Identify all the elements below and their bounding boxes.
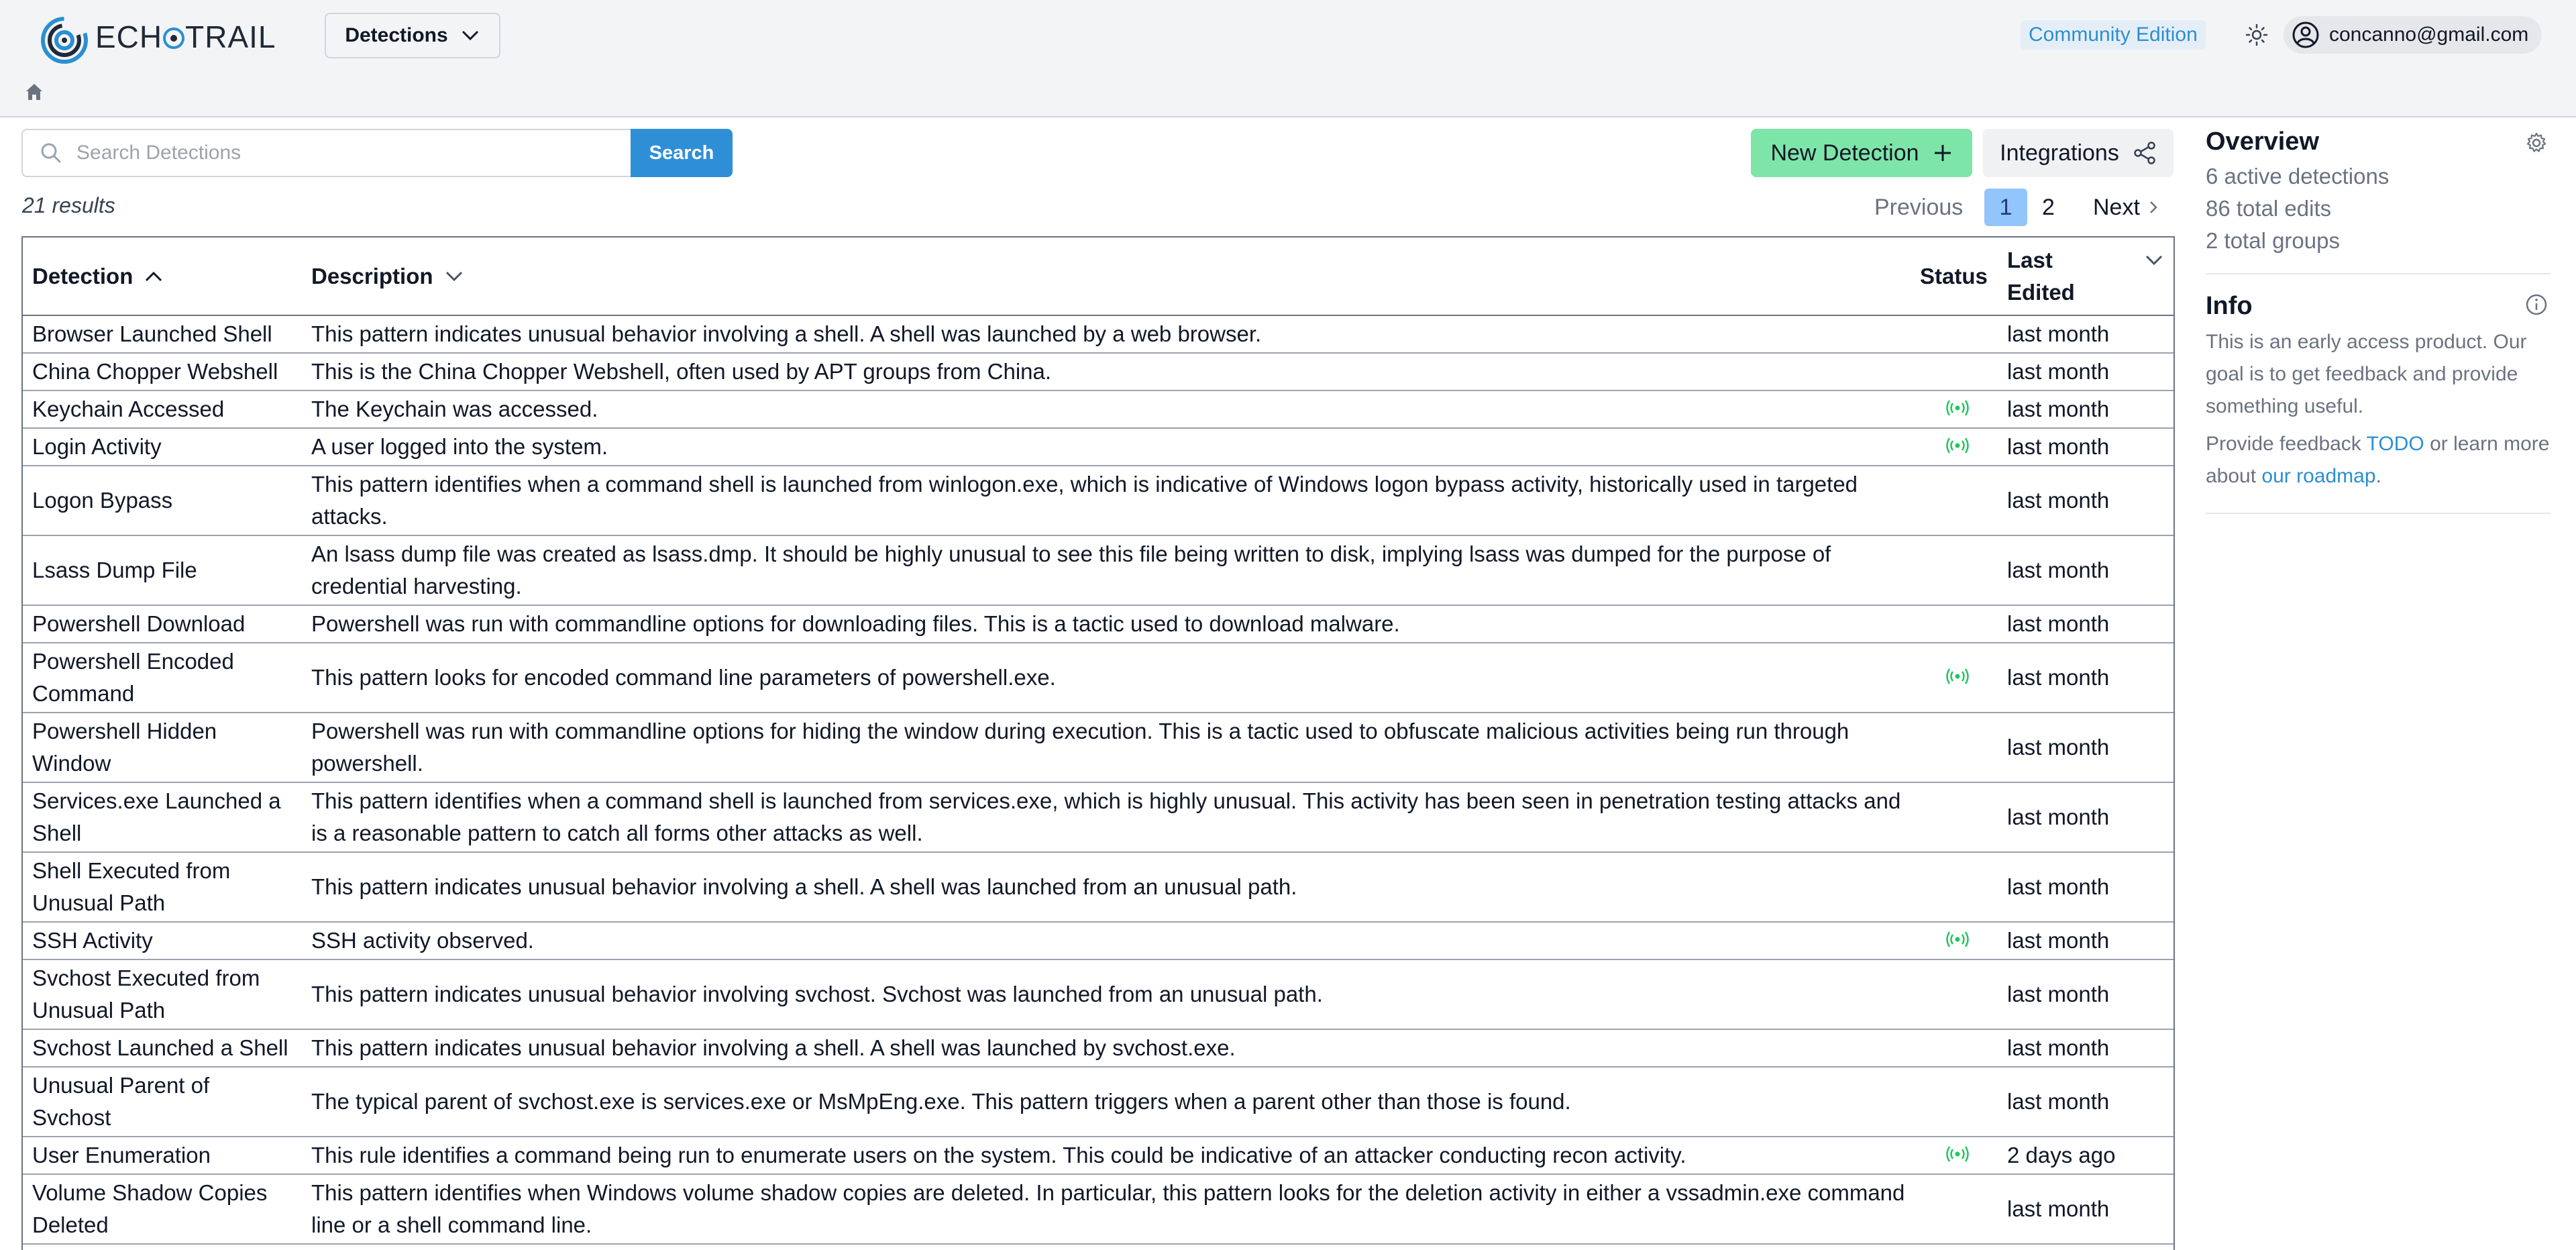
chevron-down-icon	[2144, 254, 2164, 267]
detection-name-cell[interactable]: Lsass Dump File	[23, 535, 302, 605]
table-row[interactable]	[23, 1137, 2174, 1174]
table-row[interactable]	[23, 605, 2174, 643]
last-edited-cell: last month	[1998, 922, 2174, 959]
detection-name-cell[interactable]: SSH Activity	[23, 922, 302, 959]
broadcast-icon	[1944, 668, 1971, 685]
last-edited-cell: last month	[1998, 1067, 2174, 1137]
detection-name-cell[interactable]: China Chopper Webshell	[23, 353, 302, 390]
table-row[interactable]	[23, 782, 2174, 852]
description-cell: This is the China Chopper Webshell, often used by APT groups from China.	[302, 353, 1917, 390]
status-cell	[1917, 922, 1998, 959]
integrations-button[interactable]	[1983, 129, 2174, 177]
description-cell: Powershell was run with commandline options for hiding the window during execution. This is a tactic used to obfuscate malicious activities being run through powershell.	[302, 713, 1917, 782]
feedback-suffix: .	[2375, 465, 2381, 487]
table-row[interactable]	[23, 466, 2174, 535]
column-header-label: Description	[311, 263, 433, 289]
column-header-status[interactable]	[1917, 238, 1998, 315]
description-cell: This pattern indicates unusual behavior involving a shell. A shell was launched by a web browser.	[302, 315, 1917, 353]
table-row[interactable]	[23, 922, 2174, 959]
description-cell: This pattern indicates unusual behavior involving a shell. A shell was launched by svchost.exe.	[302, 1029, 1917, 1067]
status-cell	[1917, 852, 1998, 922]
column-header-label: Last Edited	[2007, 247, 2075, 305]
detection-name-cell[interactable]: Logon Bypass	[23, 466, 302, 535]
info-title: Info	[2206, 292, 2253, 320]
echotrail-logo-icon	[40, 8, 91, 66]
pagination-previous[interactable]: Previous	[1874, 194, 1964, 220]
description-cell: The typical parent of svchost.exe is services.exe or MsMpEng.exe. This pattern triggers when a parent other than those is found.	[302, 1067, 1917, 1137]
search-box	[21, 129, 631, 177]
sidebar	[2206, 127, 2551, 531]
info-text: This is an early access product. Our goal is to get feedback and provide something useful.	[2206, 331, 2527, 417]
status-cell	[1917, 643, 1998, 713]
table-row[interactable]	[23, 315, 2174, 353]
table-row[interactable]	[23, 535, 2174, 605]
last-edited-cell: last month	[1998, 852, 2174, 922]
status-cell	[1917, 782, 1998, 852]
status-cell	[1917, 959, 1998, 1029]
column-header-label: Detection	[32, 263, 133, 289]
integrations-label: Integrations	[2000, 140, 2119, 166]
feedback-text	[2206, 428, 2551, 492]
last-edited-cell: last month	[1998, 1029, 2174, 1067]
last-edited-cell: last month	[1998, 1174, 2174, 1244]
detection-name-cell[interactable]: Keychain Accessed	[23, 390, 302, 428]
table-row[interactable]	[23, 1067, 2174, 1137]
description-cell: The Keychain was accessed.	[302, 390, 1917, 428]
search-button[interactable]: Search	[631, 129, 733, 177]
divider	[2206, 273, 2551, 274]
detection-name-cell[interactable]: Svchost Launched a Shell	[23, 1029, 302, 1067]
user-email: concanno@gmail.com	[2329, 23, 2529, 46]
user-circle-icon	[2292, 21, 2320, 49]
detection-name-cell[interactable]: Powershell Encoded Command	[23, 643, 302, 713]
last-edited-cell: last month	[1998, 353, 2174, 390]
description-cell: This pattern identifies when a command shell is launched from winlogon.exe, which is indicative of Windows logon bypass activity, historically used in targeted attacks.	[302, 466, 1917, 535]
brand-name: ECH TRAIL	[95, 19, 276, 54]
status-cell	[1917, 1174, 1998, 1244]
status-cell	[1917, 1067, 1998, 1137]
status-cell	[1917, 1137, 1998, 1174]
status-cell	[1917, 713, 1998, 782]
chevron-down-icon	[444, 270, 464, 283]
chevron-up-icon	[144, 270, 164, 283]
table-row[interactable]	[23, 353, 2174, 390]
description-cell: Powershell was run with commandline options for downloading files. This is a tactic used to download malware.	[302, 605, 1917, 643]
status-cell	[1917, 605, 1998, 643]
table-row[interactable]	[23, 713, 2174, 782]
plus-icon	[1933, 143, 1953, 163]
table-row[interactable]	[23, 959, 2174, 1029]
column-header-description[interactable]	[302, 238, 1917, 315]
detection-name-cell[interactable]: Browser Launched Shell	[23, 315, 302, 353]
detections-nav-dropdown[interactable]	[325, 13, 500, 58]
overview-stat-active: 6 active detections	[2206, 164, 2390, 189]
description-cell: This pattern indicates unusual behavior involving a shell. A shell was launched from an unusual path.	[302, 852, 1917, 922]
status-cell	[1917, 315, 1998, 353]
status-cell	[1917, 428, 1998, 466]
column-header-last-edited[interactable]	[1998, 238, 2174, 315]
last-edited-cell: last month	[1998, 390, 2174, 428]
column-header-detection[interactable]	[23, 238, 302, 315]
nav-dropdown-label: Detections	[345, 24, 448, 46]
description-cell: This pattern identifies when a command shell is launched from services.exe, which is highly unusual. This activity has been seen in penetration testing attacks and is a reasonable pattern to catch all forms other attacks as well.	[302, 782, 1917, 852]
pagination-next-label: Next	[2093, 194, 2140, 220]
detection-name-cell[interactable]: Services.exe Launched a Shell	[23, 782, 302, 852]
new-detection-label: New Detection	[1770, 140, 1919, 166]
top-header	[0, 0, 2576, 117]
table-header-row	[23, 238, 2174, 315]
status-cell	[1917, 353, 1998, 390]
detection-name-cell[interactable]: Powershell Download	[23, 605, 302, 643]
description-cell: An lsass dump file was created as lsass.dmp. It should be highly unusual to see this file being written to disk, implying lsass was dumped for the purpose of credential harvesting.	[302, 535, 1917, 605]
pagination-page-2[interactable]: 2	[2042, 194, 2055, 220]
description-cell: This pattern identifies when Windows volume shadow copies are deleted. In particular, this pattern looks for the deletion activity in either a vssadmin.exe command line or a shell command line.	[302, 1174, 1917, 1244]
pagination-next[interactable]	[2093, 189, 2159, 226]
new-detection-button[interactable]	[1751, 129, 1972, 177]
table-row[interactable]	[23, 1174, 2174, 1244]
pagination-page-1[interactable]: 1	[1984, 189, 2027, 226]
status-cell	[1917, 390, 1998, 428]
info-icon	[2525, 293, 2548, 316]
detection-name-cell[interactable]: Powershell Hidden Window	[23, 713, 302, 782]
last-edited-cell: last month	[1998, 959, 2174, 1029]
broadcast-icon	[1944, 1145, 1971, 1163]
results-count: 21 results	[22, 193, 115, 217]
last-edited-cell: last month	[1998, 466, 2174, 535]
last-edited-cell: last month	[1998, 535, 2174, 605]
brand-o-icon	[162, 27, 185, 50]
last-edited-cell: last month	[1998, 605, 2174, 643]
last-edited-cell: 2 days ago	[1998, 1137, 2174, 1174]
roadmap-link[interactable]: our roadmap	[2261, 465, 2376, 487]
last-edited-cell: last month	[1998, 428, 2174, 466]
overview-stat-groups: 2 total groups	[2206, 228, 2340, 253]
broadcast-icon	[1944, 931, 1971, 948]
table-row[interactable]	[23, 1029, 2174, 1067]
chevron-down-icon	[460, 29, 480, 42]
table-row[interactable]	[23, 390, 2174, 428]
detection-name-cell[interactable]: Unusual Parent of Svchost	[23, 1067, 302, 1137]
table-row[interactable]	[23, 428, 2174, 466]
description-cell: This pattern looks for encoded command line parameters of powershell.exe.	[302, 643, 1917, 713]
status-cell	[1917, 466, 1998, 535]
brand-logo[interactable]	[40, 7, 276, 67]
chevron-right-icon	[2148, 199, 2159, 215]
status-cell	[1917, 535, 1998, 605]
feedback-todo-link[interactable]: TODO	[2366, 433, 2424, 455]
search-bar	[21, 129, 733, 177]
sun-icon[interactable]	[2244, 22, 2269, 48]
last-edited-cell: last month	[1998, 782, 2174, 852]
search-input[interactable]	[75, 141, 601, 165]
last-edited-cell: last month	[1998, 315, 2174, 353]
detection-name-cell[interactable]: Shell Executed from Unusual Path	[23, 852, 302, 922]
table-row[interactable]	[23, 643, 2174, 713]
status-cell	[1917, 1029, 1998, 1067]
description-cell: A user logged into the system.	[302, 428, 1917, 466]
description-cell: This rule identifies a command being run to enumerate users on the system. This could be indicative of an attacker conducting recon activity.	[302, 1137, 1917, 1174]
edition-badge[interactable]: Community Edition	[2021, 20, 2206, 50]
column-header-label: Status	[1920, 263, 1988, 289]
search-icon	[39, 141, 63, 165]
feedback-middle: or learn more about	[2206, 433, 2550, 487]
detection-name-cell[interactable]: Volume Shadow Copies Deleted	[23, 1174, 302, 1244]
broadcast-icon	[1944, 399, 1971, 417]
table-row[interactable]	[23, 852, 2174, 922]
divider	[2206, 513, 2551, 514]
overview-stat-edits: 86 total edits	[2206, 196, 2332, 221]
home-icon[interactable]	[24, 82, 44, 102]
detection-name-cell[interactable]: Svchost Executed from Unusual Path	[23, 959, 302, 1029]
user-menu[interactable]	[2284, 16, 2542, 54]
last-edited-cell: last month	[1998, 713, 2174, 782]
detection-name-cell[interactable]: Login Activity	[23, 428, 302, 466]
overview-title: Overview	[2206, 127, 2319, 156]
last-edited-cell: last month	[1998, 643, 2174, 713]
description-cell: This pattern indicates unusual behavior involving svchost. Svchost was launched from an unusual path.	[302, 959, 1917, 1029]
gear-icon[interactable]	[2525, 132, 2548, 154]
share-icon	[2133, 141, 2157, 165]
detections-table	[21, 236, 2175, 1250]
description-cell: SSH activity observed.	[302, 922, 1917, 959]
detection-name-cell[interactable]: User Enumeration	[23, 1137, 302, 1174]
feedback-prefix: Provide feedback	[2206, 433, 2367, 455]
broadcast-icon	[1944, 437, 1971, 454]
